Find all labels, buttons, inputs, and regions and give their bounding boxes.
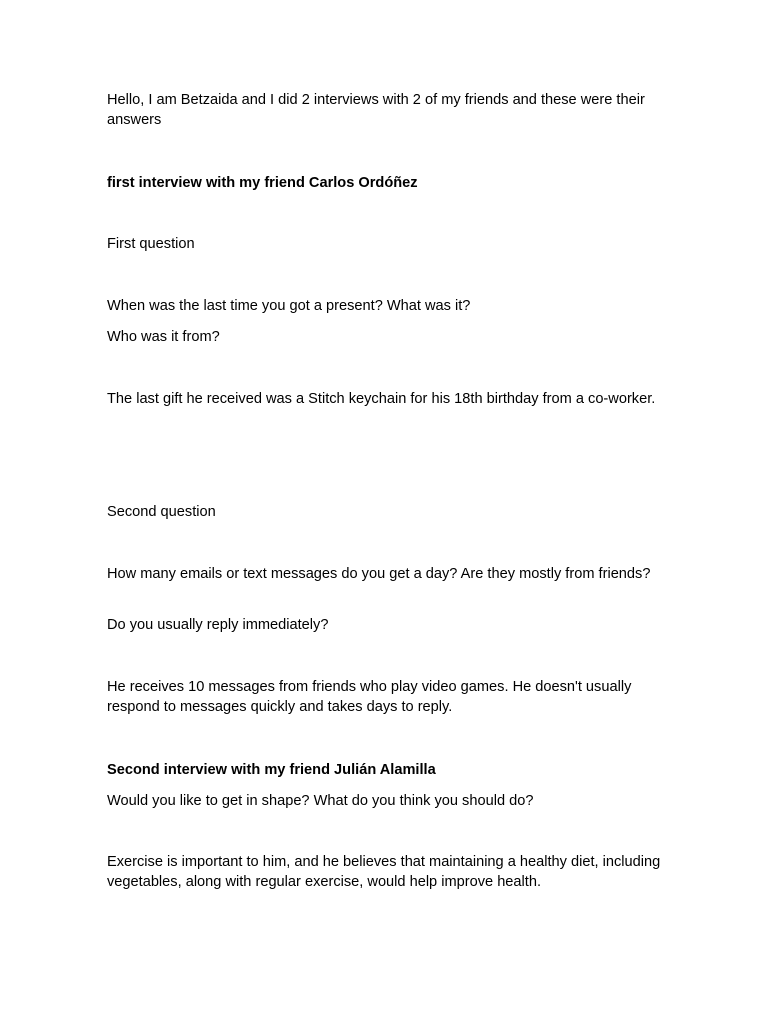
first-question-text-2: Who was it from? (107, 329, 220, 345)
first-interview-heading: first interview with my friend Carlos Ordóñez (107, 175, 418, 191)
first-question-text: When was the last time you got a present? What was it? (107, 298, 471, 314)
intro-paragraph: Hello, I am Betzaida and I did 2 interviews with 2 of my friends and these were their answers (107, 92, 645, 128)
second-answer: He receives 10 messages from friends who play video games. He doesn't usually respond to messages quickly and takes days to reply. (107, 679, 632, 715)
first-answer: The last gift he received was a Stitch keychain for his 18th birthday from a co-worker. (107, 391, 656, 407)
first-question-label: First question (107, 236, 195, 252)
second-question-text-2: Do you usually reply immediately? (107, 617, 329, 633)
second-interview-heading: Second interview with my friend Julián Alamilla (107, 762, 436, 778)
second-question-label: Second question (107, 504, 216, 520)
second-question-text: How many emails or text messages do you get a day? Are they mostly from friends? (107, 566, 651, 582)
third-answer: Exercise is important to him, and he believes that maintaining a healthy diet, including vegetables, along with regular exercise, would help improve health. (107, 854, 661, 890)
third-question-text: Would you like to get in shape? What do you think you should do? (107, 793, 534, 809)
